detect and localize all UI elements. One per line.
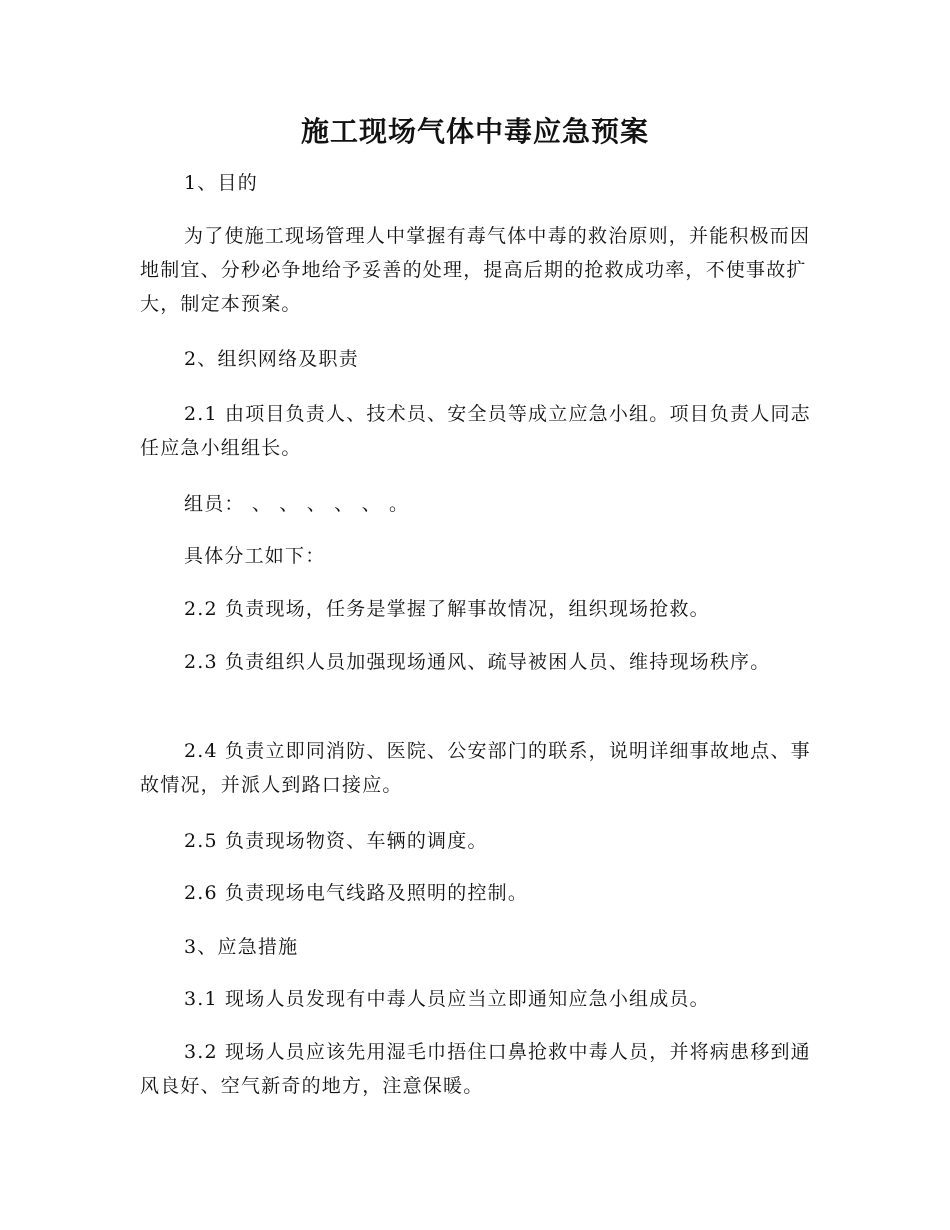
paragraph-3-1: 3.1 现场人员发现有中毒人员应当立即通知应急小组成员。 [184,988,710,1010]
section-heading-organization: 2、组织网络及职责 [184,348,359,370]
paragraph-2-3: 2.3 负责组织人员加强现场通风、疏导被困人员、维持现场秩序。 [184,651,771,673]
paragraph-2-6: 2.6 负责现场电气线路及照明的控制。 [184,882,529,904]
paragraph-purpose: 为了使施工现场管理人中掌握有毒气体中毒的救治原则，并能积极而因地制宜、分秒必争地给予妥善的处理，提高后期的抢救成功率，不使事故扩大，制定本预案。 [140,225,811,315]
paragraph-2-2: 2.2 负责现场，任务是掌握了解事故情况，组织现场抢救。 [184,598,710,620]
paragraph-members: 组员： 、 、 、 、 、 。 [184,493,410,515]
paragraph-3-2: 3.2 现场人员应该先用湿毛巾捂住口鼻抢救中毒人员，并将病患移到通风良好、空气新奇的地方，注意保暖。 [140,1041,811,1097]
section-heading-purpose: 1、目的 [184,172,258,194]
paragraph-2-1: 2.1 由项目负责人、技术员、安全员等成立应急小组。项目负责人同志任应急小组组长。 [140,403,811,459]
paragraph-division-of-labor: 具体分工如下： [184,545,326,567]
page-title: 施工现场气体中毒应急预案 [300,115,649,148]
paragraph-2-4: 2.4 负责立即同消防、医院、公安部门的联系，说明详细事故地点、事故情况，并派人到路口接应。 [140,740,811,796]
section-heading-emergency-measures: 3、应急措施 [184,936,299,958]
paragraph-2-5: 2.5 负责现场物资、车辆的调度。 [184,830,488,852]
